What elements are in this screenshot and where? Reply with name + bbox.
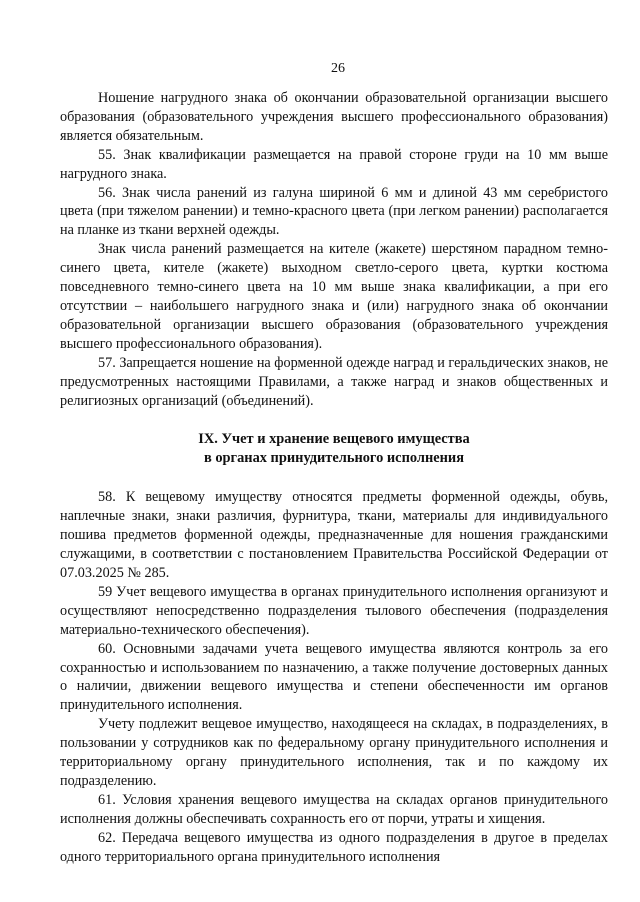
- paragraph-59: 59 Учет вещевого имущества в органах принудительного исполнения организуют и осуществляют непосредственно подразделения тылового обеспечения (подразделения материально-технического обеспечения).: [60, 583, 608, 638]
- paragraph-57: 57. Запрещается ношение на форменной одежде наград и геральдических знаков, не предусмотренных настоящими Правилами, а также наград и знаков общественных и религиозных организаций (объединений).: [60, 354, 608, 409]
- paragraph-60-continued: Учету подлежит вещевое имущество, находящееся на складах, в подразделениях, в пользовании у сотрудников как по федеральному органу принудительного исполнения и территориальному органу принудительного исполнения, так и по каждому их подразделению.: [60, 716, 608, 789]
- paragraph-continuation: Ношение нагрудного знака об окончании образовательной организации высшего образования (образовательного учреждения высшего профессионального образования) является обязательным.: [60, 90, 608, 144]
- paragraph-56: 56. Знак числа ранений из галуна шириной 6 мм и длиной 43 мм серебристого цвета (при тяжелом ранении) и темно-красного цвета (при легком ранении) располагается на планке из ткани верхней одежды.: [60, 184, 608, 239]
- section-heading-line-2: в органах принудительного исполнения: [203, 450, 464, 467]
- paragraph-62: 62. Передача вещевого имущества из одного подразделения в другое в пределах одного территориального органа принудительного исполнения: [60, 829, 608, 865]
- paragraph-55: 55. Знак квалификации размещается на правой стороне груди на 10 мм выше нагрудного знака.: [60, 146, 608, 182]
- section-heading: [60, 430, 608, 468]
- paragraph-56-continued: Знак числа ранений размещается на кителе (жакете) шерстяном парадном темно-синего цвета, кителе (жакете) выходном светло-серого цвета, куртки костюма повседневного темно-синего цвета на 10 мм выше знака квалификации, а при его отсутствии – наибольшего нагрудного знака и (или) нагрудного знака об окончании образовательной организации высшего образования (образовательного учреждения высшего профессионального образования).: [60, 241, 608, 352]
- paragraph-61: 61. Условия хранения вещевого имущества на складах органов принудительного исполнения должны обеспечивать сохранность его от порчи, утраты и хищения.: [60, 791, 608, 827]
- paragraph-60: 60. Основными задачами учета вещевого имущества являются контроль за его сохранностью и использованием по назначению, а также получение достоверных данных о наличии, движении вещевого имущества и степени обеспеченности им органов принудительного исполнения.: [60, 640, 608, 714]
- page-number: 26: [331, 61, 345, 76]
- section-heading-line-1: IX. Учет и хранение вещевого имущества: [198, 431, 470, 448]
- paragraph-58: 58. К вещевому имуществу относятся предметы форменной одежды, обувь, наплечные знаки, знаки различия, фурнитура, ткани, материалы для индивидуального пошива предметов форменной одежды, предназначенные для ношения гражданскими служащими, в соответствии с постановлением Правительства Российской Федерации от 07.03.2025 № 285.: [60, 489, 608, 582]
